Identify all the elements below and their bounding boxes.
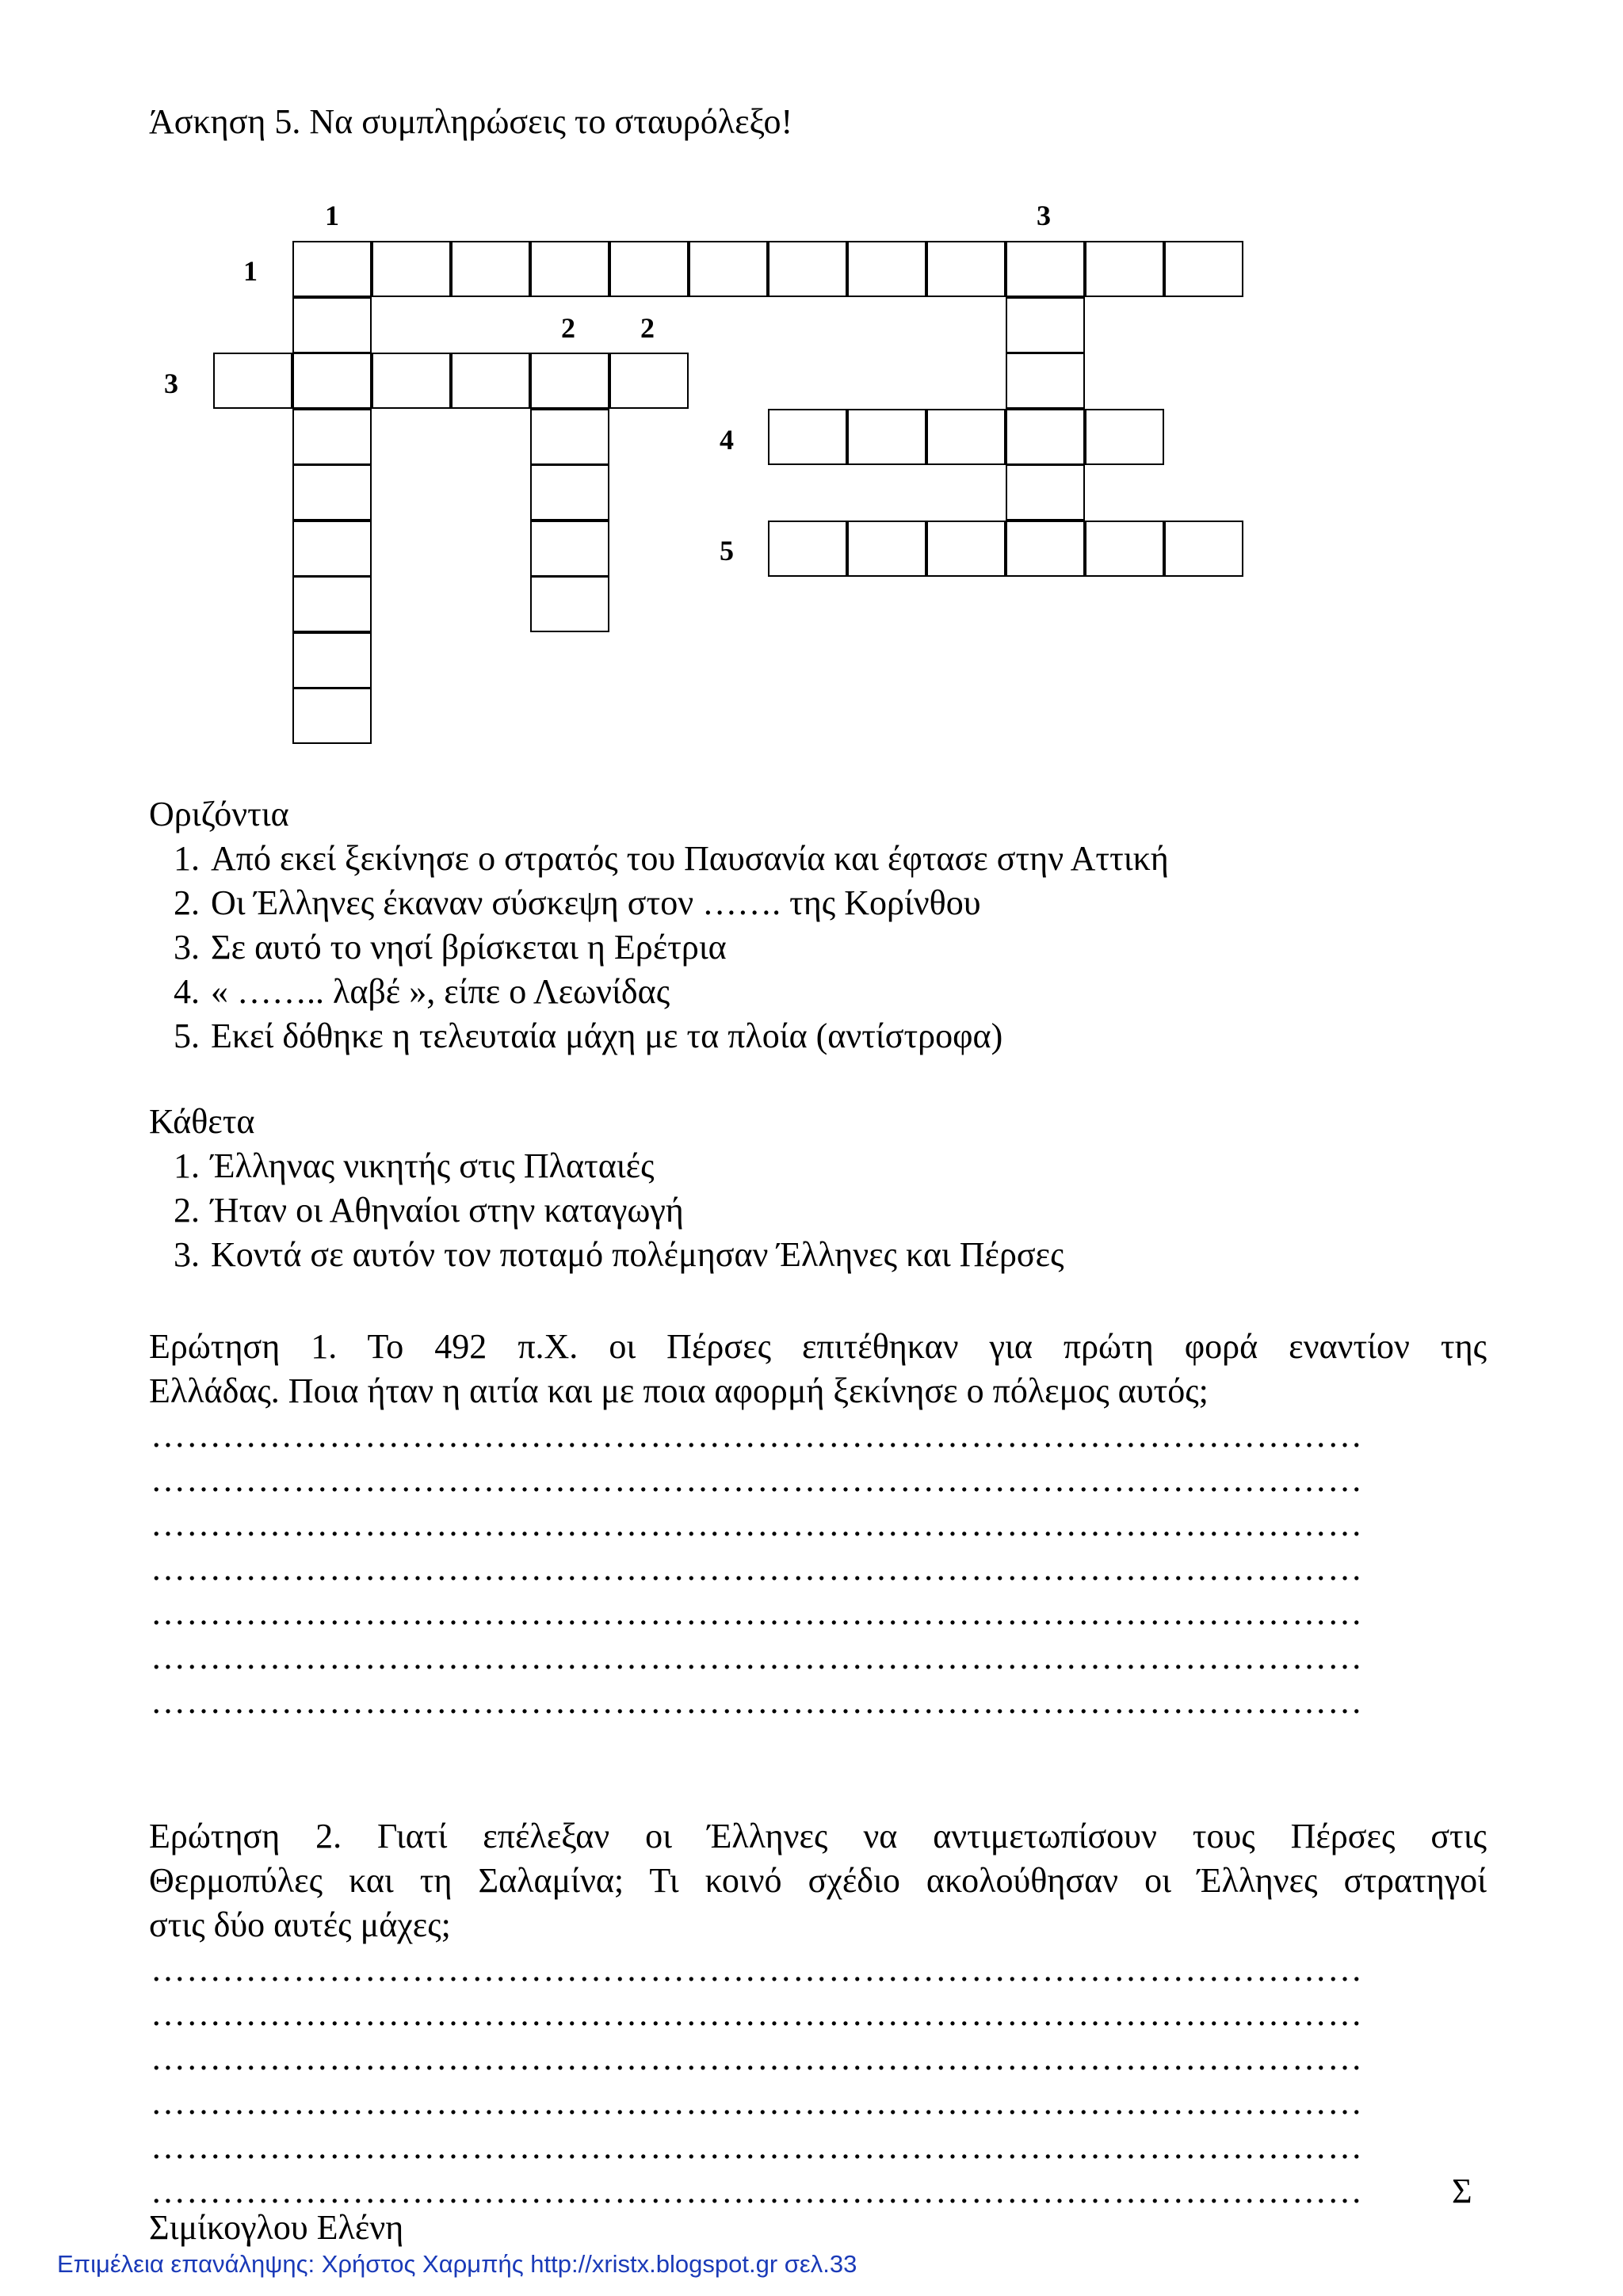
crossword-cell[interactable] — [292, 297, 372, 353]
answer-line[interactable]: ………………………………………………………………………………………… — [151, 2127, 1363, 2166]
crossword-cell[interactable] — [768, 409, 847, 465]
crossword-cell[interactable] — [1006, 241, 1085, 297]
horizontal-clue-5: 5. Εκεί δόθηκε η τελευταία μάχη με τα πλοία (αντίστροφα) — [174, 1016, 1003, 1055]
question-1-line-2: Ελλάδας. Ποια ήταν η αιτία και με ποια αφορμή ξεκίνησε ο πόλεμος αυτός; — [149, 1371, 1209, 1410]
answer-line[interactable]: ………………………………………………………………………………………… — [151, 1994, 1363, 2033]
answer-line[interactable]: ………………………………………………………………………………………… — [151, 2083, 1363, 2122]
question-2-line-1: Ερώτηση 2. Γιατί επέλεξαν οι Έλληνες να αντιμετωπίσουν τους Πέρσες στις — [149, 1817, 1487, 1855]
question-1-line-1: Ερώτηση 1. Το 492 π.Χ. οι Πέρσες επιτέθηκαν για πρώτη φορά εναντίον της — [149, 1327, 1487, 1366]
crossword-cell[interactable] — [847, 241, 926, 297]
clue-number-horizontal-2: 2 — [640, 312, 655, 344]
clue-number-vertical-2: 2 — [561, 312, 575, 344]
clue-number-horizontal-5: 5 — [720, 535, 734, 566]
vertical-heading: Κάθετα — [149, 1102, 255, 1141]
page-end-mark: Σ — [1452, 2172, 1472, 2210]
answer-line[interactable]: ………………………………………………………………………………………… — [151, 1549, 1363, 1588]
crossword-cell[interactable] — [1006, 353, 1085, 409]
footer-credit: Επιμέλεια επανάληψης: Χρήστος Χαρμπής http://xristx.blogspot.gr σελ.33 — [57, 2250, 857, 2278]
crossword-cell[interactable] — [292, 409, 372, 465]
crossword-cell[interactable] — [530, 241, 609, 297]
crossword-cell[interactable] — [1085, 521, 1164, 577]
question-2-line-2: Θερμοπύλες και τη Σαλαμίνα; Τι κοινό σχέδιο ακολούθησαν οι Έλληνες στρατηγοί — [149, 1861, 1487, 1900]
clue-number-horizontal-1: 1 — [243, 255, 258, 287]
crossword-cell[interactable] — [530, 576, 609, 632]
crossword-cell[interactable] — [292, 632, 372, 688]
crossword-cell[interactable] — [1006, 521, 1085, 577]
crossword-cell[interactable] — [292, 464, 372, 521]
crossword-cell[interactable] — [372, 241, 451, 297]
crossword-cell[interactable] — [292, 241, 372, 297]
crossword-cell[interactable] — [609, 353, 689, 409]
crossword-cell[interactable] — [1164, 241, 1243, 297]
answer-line[interactable]: ………………………………………………………………………………………… — [151, 2039, 1363, 2077]
crossword-cell[interactable] — [847, 409, 926, 465]
crossword-cell[interactable] — [689, 241, 768, 297]
crossword-cell[interactable] — [768, 241, 847, 297]
answer-line[interactable]: ………………………………………………………………………………………… — [151, 1638, 1363, 1676]
answer-line[interactable]: ………………………………………………………………………………………… — [151, 1416, 1363, 1455]
answer-line[interactable]: ………………………………………………………………………………………… — [151, 1682, 1363, 1721]
crossword-cell[interactable] — [292, 353, 372, 409]
crossword-cell[interactable] — [1085, 409, 1164, 465]
answer-line[interactable]: ………………………………………………………………………………………… — [151, 1505, 1363, 1543]
crossword-cell[interactable] — [292, 576, 372, 632]
crossword-cell[interactable] — [1085, 241, 1164, 297]
crossword-cell[interactable] — [847, 521, 926, 577]
answer-line[interactable]: ………………………………………………………………………………………… — [151, 1950, 1363, 1989]
author-name: Σιμίκογλου Ελένη — [149, 2208, 404, 2247]
crossword-cell[interactable] — [1006, 409, 1085, 465]
clue-number-vertical-3: 3 — [1037, 200, 1051, 231]
clue-number-horizontal-4: 4 — [720, 424, 734, 456]
exercise-title: Άσκηση 5. Να συμπληρώσεις το σταυρόλεξο! — [149, 102, 793, 141]
crossword-cell[interactable] — [609, 241, 689, 297]
crossword-cell[interactable] — [926, 521, 1006, 577]
clue-number-horizontal-3: 3 — [164, 368, 178, 399]
crossword-cell[interactable] — [926, 409, 1006, 465]
clue-number-vertical-1: 1 — [325, 200, 339, 231]
vertical-clue-list — [152, 1144, 1064, 1277]
vertical-clue-1: 1. Έλληνας νικητής στις Πλαταιές — [174, 1146, 655, 1185]
question-2-line-3: στις δύο αυτές μάχες; — [149, 1905, 451, 1944]
crossword-cell[interactable] — [530, 464, 609, 521]
horizontal-clue-1: 1. Από εκεί ξεκίνησε ο στρατός του Παυσανία και έφτασε στην Αττική — [174, 839, 1169, 878]
crossword-cell[interactable] — [926, 241, 1006, 297]
vertical-clue-3: 3. Κοντά σε αυτόν τον ποταμό πολέμησαν Έλληνες και Πέρσες — [174, 1235, 1064, 1274]
crossword-cell[interactable] — [451, 353, 530, 409]
answer-line[interactable]: ………………………………………………………………………………………… — [151, 1593, 1363, 1632]
crossword-cell[interactable] — [1006, 464, 1085, 521]
crossword-cell[interactable] — [292, 688, 372, 744]
crossword-cell[interactable] — [213, 353, 292, 409]
crossword-cell[interactable] — [292, 521, 372, 577]
crossword-cell[interactable] — [530, 409, 609, 465]
crossword-cell[interactable] — [530, 353, 609, 409]
crossword-cell[interactable] — [1164, 521, 1243, 577]
answer-line[interactable]: ………………………………………………………………………………………… — [151, 2172, 1363, 2210]
answer-line[interactable]: ………………………………………………………………………………………… — [151, 1460, 1363, 1499]
crossword-cell[interactable] — [768, 521, 847, 577]
crossword-cell[interactable] — [530, 521, 609, 577]
crossword-cell[interactable] — [1006, 297, 1085, 353]
crossword-cell[interactable] — [372, 353, 451, 409]
horizontal-heading: Οριζόντια — [149, 795, 289, 833]
crossword-cell[interactable] — [451, 241, 530, 297]
horizontal-clue-2: 2. Οι Έλληνες έκαναν σύσκεψη στον ……. της Κορίνθου — [174, 883, 981, 922]
vertical-clue-2: 2. Ήταν οι Αθηναίοι στην καταγωγή — [174, 1191, 684, 1230]
horizontal-clue-list — [152, 837, 1169, 1058]
horizontal-clue-4: 4. « …….. λαβέ », είπε ο Λεωνίδας — [174, 972, 670, 1011]
horizontal-clue-3: 3. Σε αυτό το νησί βρίσκεται η Ερέτρια — [174, 928, 727, 967]
